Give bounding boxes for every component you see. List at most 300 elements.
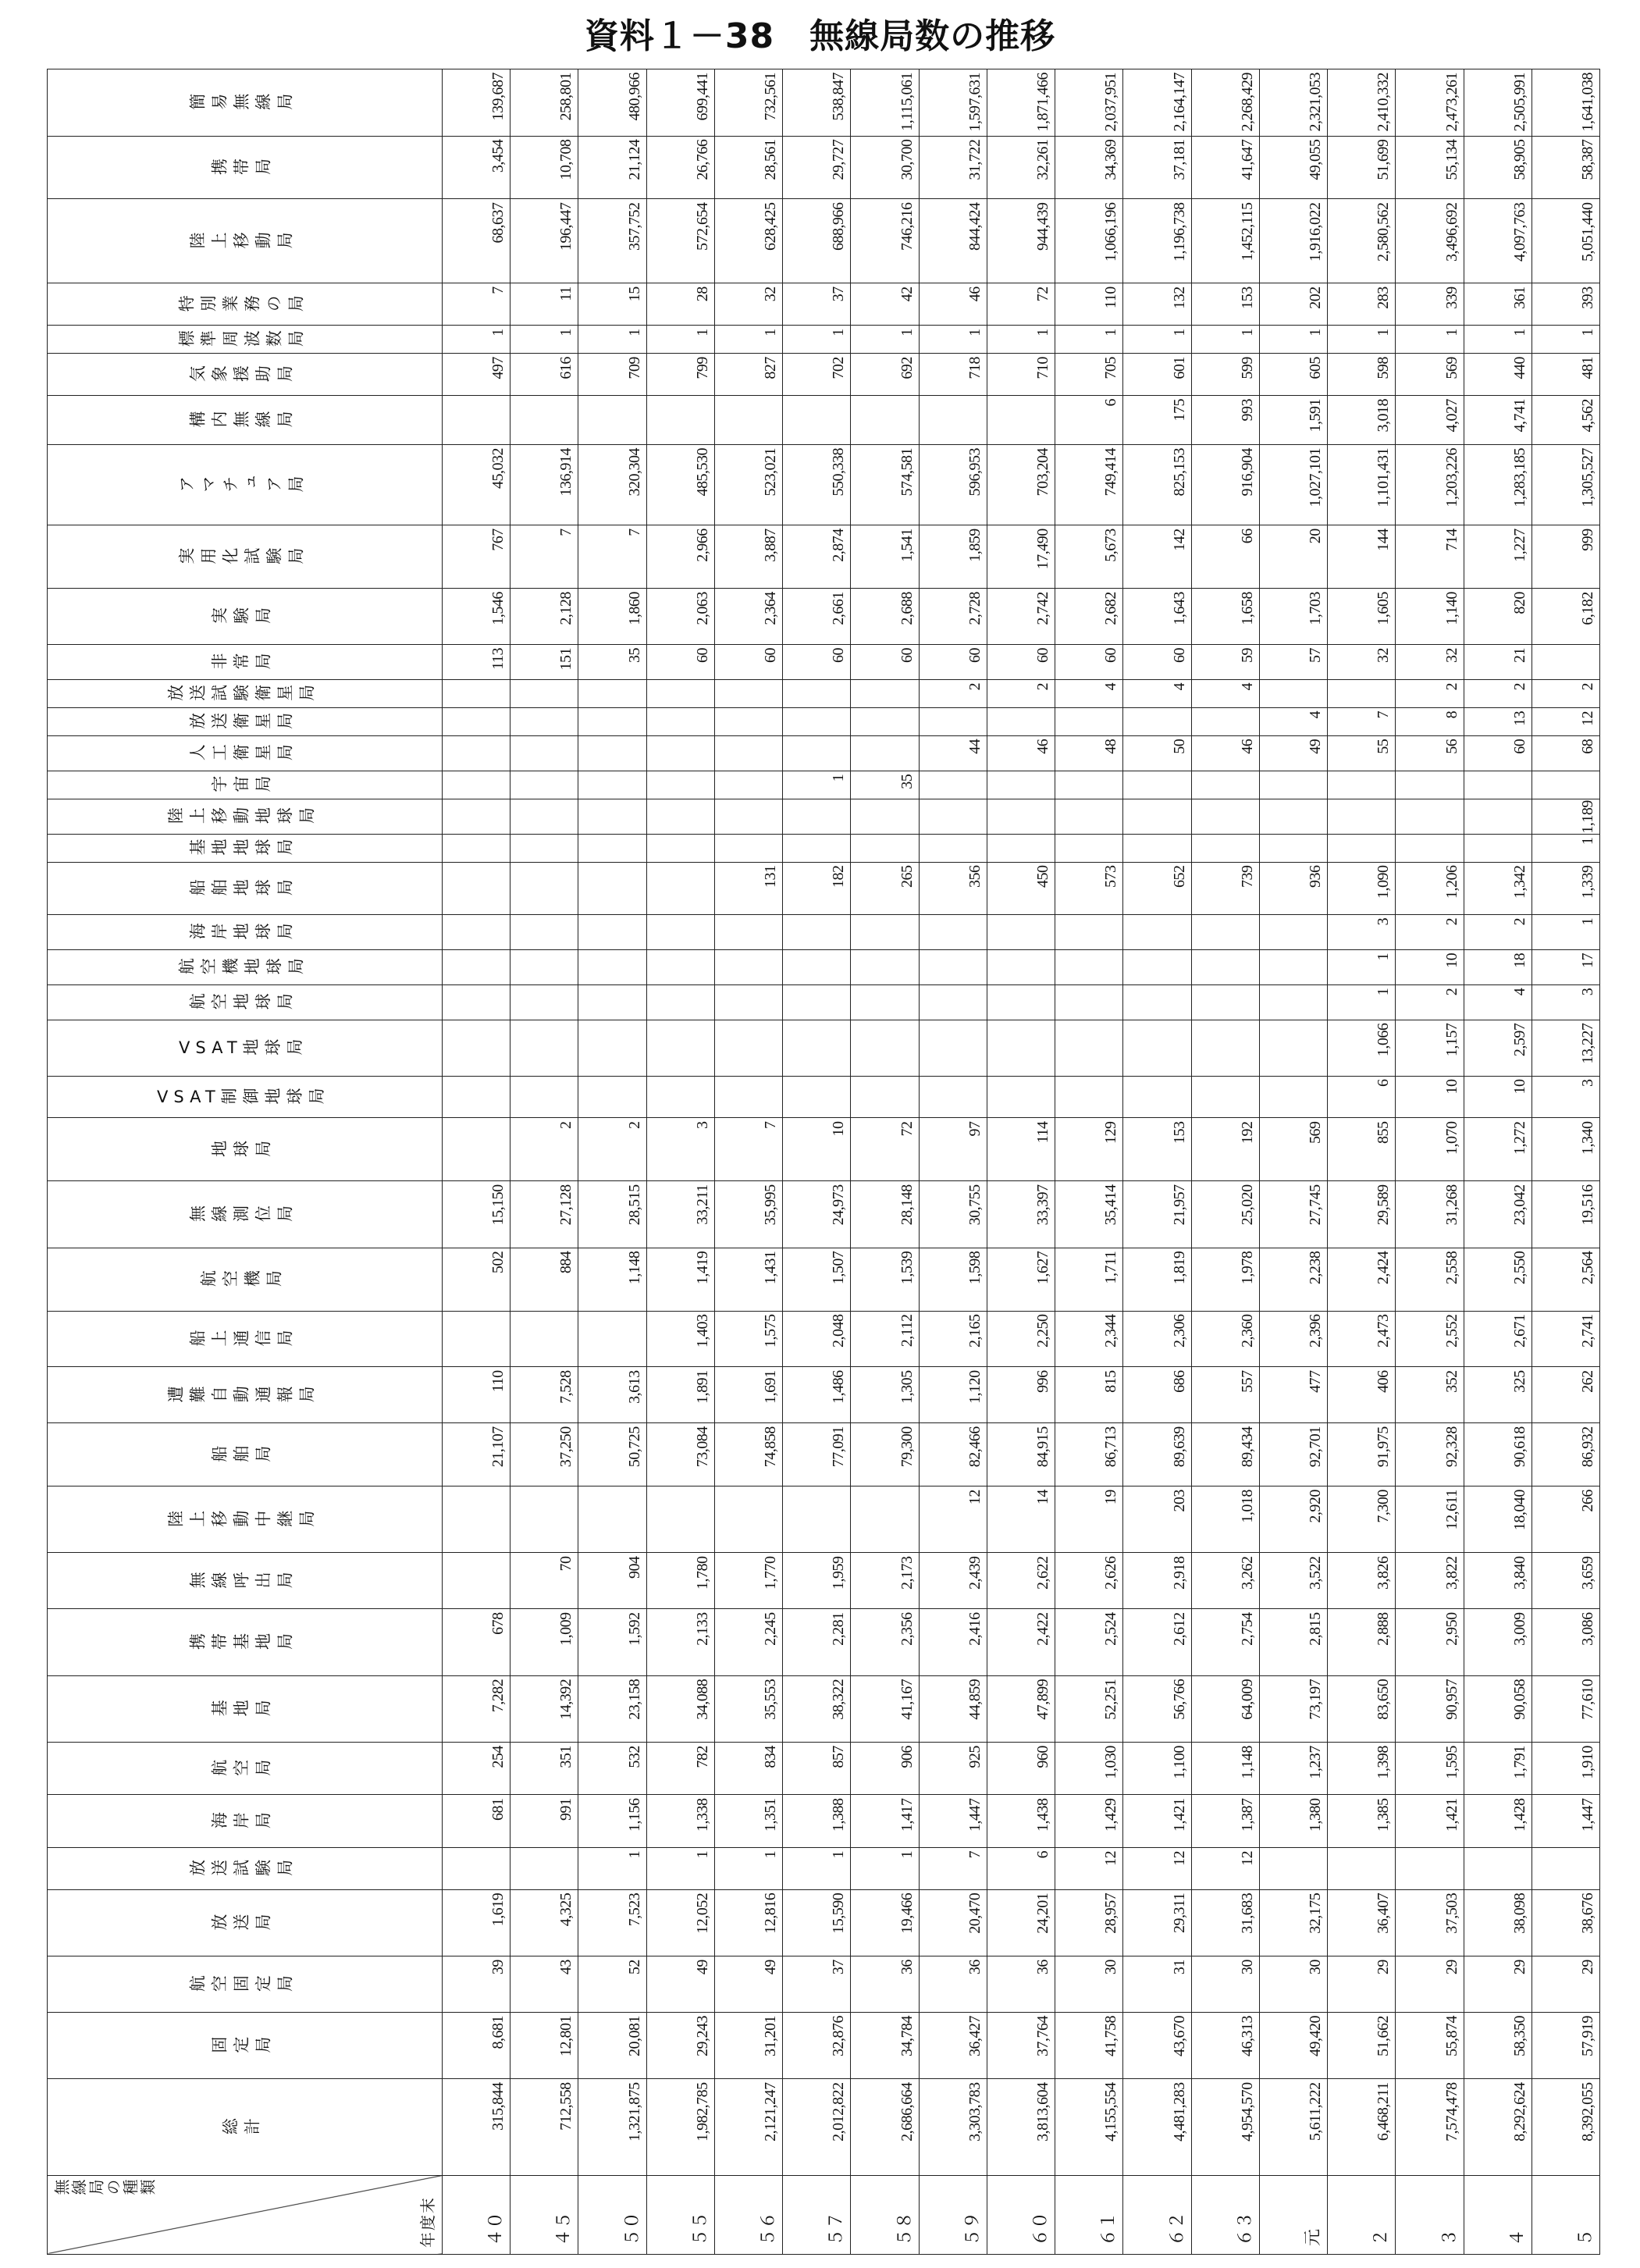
table-cell: 4 <box>1259 707 1327 735</box>
column-header <box>48 326 443 354</box>
column-header <box>48 1248 443 1311</box>
table-cell: 1,891 <box>646 1367 714 1423</box>
table-cell <box>851 735 919 771</box>
table-cell: 2,473,261 <box>1396 69 1464 137</box>
table-cell: 1,272 <box>1464 1118 1531 1181</box>
table-cell: 30,755 <box>919 1181 987 1248</box>
table-cell: 339 <box>1396 283 1464 326</box>
table-cell: 4 <box>1191 679 1259 707</box>
table-cell <box>443 735 510 771</box>
table-cell: 1,101,431 <box>1328 444 1396 525</box>
table-cell: 574,581 <box>851 444 919 525</box>
table-cell <box>1191 707 1259 735</box>
table-cell: 906 <box>851 1743 919 1795</box>
table-cell: 1,791 <box>1464 1743 1531 1795</box>
table-cell: 29 <box>1396 1956 1464 2013</box>
table-cell: 1,027,101 <box>1259 444 1327 525</box>
table-cell <box>510 914 578 949</box>
table-cell: 1,546 <box>443 589 510 645</box>
table-cell: 1,090 <box>1328 862 1396 914</box>
table-cell <box>987 707 1055 735</box>
table-cell: 1 <box>1123 326 1191 354</box>
table-cell: 1,237 <box>1259 1743 1327 1795</box>
table-cell: 30,700 <box>851 136 919 199</box>
column-header <box>48 2013 443 2079</box>
table-cell: 746,216 <box>851 199 919 283</box>
table-cell: 43,670 <box>1123 2013 1191 2079</box>
table-cell <box>646 914 714 949</box>
table-cell: 2,754 <box>1191 1609 1259 1675</box>
table-cell: 57 <box>1259 645 1327 680</box>
table-cell: 1,428 <box>1464 1795 1531 1847</box>
table-cell: 1,030 <box>1055 1743 1123 1795</box>
table-cell: 19 <box>1055 1486 1123 1553</box>
table-cell: 2,048 <box>783 1311 851 1367</box>
table-cell <box>510 1020 578 1076</box>
table-cell: 699,441 <box>646 69 714 137</box>
table-cell: 1,780 <box>646 1553 714 1609</box>
table-cell <box>510 1076 578 1118</box>
table-cell <box>443 984 510 1020</box>
table-cell: 51,662 <box>1328 2013 1396 2079</box>
table-cell: 827 <box>714 354 782 396</box>
table-cell: 21,124 <box>578 136 646 199</box>
table-cell: 1 <box>646 326 714 354</box>
table-cell: 50,725 <box>578 1423 646 1486</box>
table-cell: 29,311 <box>1123 1889 1191 1956</box>
column-header <box>48 1076 443 1118</box>
table-cell: 2,356 <box>851 1609 919 1675</box>
table-cell: 73,197 <box>1259 1675 1327 1742</box>
table-cell: 14 <box>987 1486 1055 1553</box>
table-cell: 57,919 <box>1531 2013 1599 2079</box>
table-cell <box>1259 799 1327 834</box>
table-cell <box>646 984 714 1020</box>
table-cell <box>646 735 714 771</box>
column-header <box>48 1311 443 1367</box>
column-header <box>48 735 443 771</box>
table-cell: 1,140 <box>1396 589 1464 645</box>
table-cell <box>1259 834 1327 862</box>
table-cell: 2,439 <box>919 1553 987 1609</box>
table-cell: 3,522 <box>1259 1553 1327 1609</box>
table-cell: 2 <box>1396 914 1464 949</box>
table-cell: 2,686,664 <box>851 2079 919 2176</box>
table-cell <box>919 834 987 862</box>
table-cell <box>646 771 714 799</box>
table-cell: 2,410,332 <box>1328 69 1396 137</box>
column-header <box>48 136 443 199</box>
table-cell: 7 <box>443 283 510 326</box>
table-cell: 2,552 <box>1396 1311 1464 1367</box>
table-cell: 35,414 <box>1055 1181 1123 1248</box>
table-cell: 1,156 <box>578 1795 646 1847</box>
table-cell: 26,766 <box>646 136 714 199</box>
table-cell: 799 <box>646 354 714 396</box>
table-cell: 113 <box>443 645 510 680</box>
table-cell <box>919 1076 987 1118</box>
table-cell <box>1259 679 1327 707</box>
column-header-label: 海岸地球局 <box>188 922 298 942</box>
table-cell: 44 <box>919 735 987 771</box>
table-cell: 13,227 <box>1531 1020 1599 1076</box>
table-cell <box>1328 1847 1396 1889</box>
table-cell: 30 <box>1259 1956 1327 2013</box>
table-cell: 1 <box>1259 326 1327 354</box>
table-cell: 6 <box>987 1847 1055 1889</box>
table-cell: 1,438 <box>987 1795 1055 1847</box>
table-row <box>646 69 714 2255</box>
table-cell: 7 <box>714 1118 782 1181</box>
column-header-label: 航空地球局 <box>188 992 298 1012</box>
table-cell: 2,268,429 <box>1191 69 1259 137</box>
table-cell: 1,643 <box>1123 589 1191 645</box>
table-cell: 4,155,554 <box>1055 2079 1123 2176</box>
table-cell: 1,421 <box>1123 1795 1191 1847</box>
table-cell <box>443 949 510 984</box>
column-header <box>48 1956 443 2013</box>
table-cell: 30 <box>1191 1956 1259 2013</box>
table-cell: 1,148 <box>1191 1743 1259 1795</box>
column-header <box>48 525 443 589</box>
table-cell: 29,727 <box>783 136 851 199</box>
table-cell: 2,950 <box>1396 1609 1464 1675</box>
table-cell <box>1123 799 1191 834</box>
column-header-label: 標準周波数局 <box>177 329 309 349</box>
table-cell: 37 <box>783 283 851 326</box>
table-cell: 855 <box>1328 1118 1396 1181</box>
table-cell: 3 <box>1531 984 1599 1020</box>
table-cell: 46,313 <box>1191 2013 1259 2079</box>
table-cell: 29,243 <box>646 2013 714 2079</box>
table-cell <box>1191 834 1259 862</box>
column-header <box>48 1486 443 1553</box>
table-cell: 2,422 <box>987 1609 1055 1675</box>
column-header-label: 陸上移動地球局 <box>166 806 320 826</box>
table-cell <box>783 679 851 707</box>
table-cell <box>1531 771 1599 799</box>
table-cell: 523,021 <box>714 444 782 525</box>
table-cell <box>1123 949 1191 984</box>
table-cell: 2,133 <box>646 1609 714 1675</box>
column-header-label: 携帯局 <box>210 158 276 177</box>
table-cell: 32 <box>1328 645 1396 680</box>
table-cell: 35,995 <box>714 1181 782 1248</box>
table-row <box>1396 69 1464 2255</box>
table-cell: 2,741 <box>1531 1311 1599 1367</box>
table-row <box>783 69 851 2255</box>
table-cell: 97 <box>919 1118 987 1181</box>
table-row <box>1531 69 1599 2255</box>
table-cell <box>987 799 1055 834</box>
table-cell <box>1055 1076 1123 1118</box>
table-cell: 56,766 <box>1123 1675 1191 1742</box>
table-cell: 254 <box>443 1743 510 1795</box>
table-cell: 1 <box>851 1847 919 1889</box>
table-cell: 844,424 <box>919 199 987 283</box>
table-cell: 497 <box>443 354 510 396</box>
table-cell <box>1123 771 1191 799</box>
table-cell <box>783 914 851 949</box>
table-cell: 60 <box>714 645 782 680</box>
column-header-label: 航空機局 <box>199 1269 287 1289</box>
table-cell <box>1055 707 1123 735</box>
year-label: ５８ <box>851 2175 919 2254</box>
table-row <box>510 69 578 2255</box>
table-cell: 153 <box>1191 283 1259 326</box>
table-cell: 110 <box>443 1367 510 1423</box>
table-cell: 196,447 <box>510 199 578 283</box>
table-cell <box>443 1076 510 1118</box>
table-cell: 29 <box>1531 1956 1599 2013</box>
table-cell: 39 <box>443 1956 510 2013</box>
table-cell: 1 <box>714 326 782 354</box>
table-cell: 599 <box>1191 354 1259 396</box>
column-header <box>48 1423 443 1486</box>
table-cell <box>510 1486 578 1553</box>
table-cell: 709 <box>578 354 646 396</box>
table-cell: 32,175 <box>1259 1889 1327 1956</box>
table-cell <box>1259 914 1327 949</box>
table-cell <box>1055 1020 1123 1076</box>
table-cell: 258,801 <box>510 69 578 137</box>
table-cell: 2,815 <box>1259 1609 1327 1675</box>
table-cell: 3 <box>1328 914 1396 949</box>
table-cell: 31,268 <box>1396 1181 1464 1248</box>
table-cell: 5,673 <box>1055 525 1123 589</box>
table-cell: 72 <box>987 283 1055 326</box>
table-cell <box>578 679 646 707</box>
table-cell: 2,321,053 <box>1259 69 1327 137</box>
table-cell: 6,468,211 <box>1328 2079 1396 2176</box>
table-cell: 2,473 <box>1328 1311 1396 1367</box>
table-cell <box>987 834 1055 862</box>
column-header-label: 総計 <box>221 2117 265 2137</box>
table-cell: 1,100 <box>1123 1743 1191 1795</box>
table-cell: 55,134 <box>1396 136 1464 199</box>
table-cell: 692 <box>851 354 919 396</box>
table-body <box>443 69 1600 2255</box>
table-cell: 2,344 <box>1055 1311 1123 1367</box>
year-label: ６２ <box>1123 2175 1191 2254</box>
table-cell <box>1396 834 1464 862</box>
table-cell: 68 <box>1531 735 1599 771</box>
table-cell <box>578 707 646 735</box>
table-cell: 440 <box>1464 354 1531 396</box>
table-cell <box>851 679 919 707</box>
table-cell: 1,157 <box>1396 1020 1464 1076</box>
table-cell: 352 <box>1396 1367 1464 1423</box>
column-header-label: 構内無線局 <box>188 410 298 429</box>
table-cell: 36 <box>919 1956 987 2013</box>
column-header <box>48 1553 443 1609</box>
table-cell: 2,671 <box>1464 1311 1531 1367</box>
table-cell: 58,905 <box>1464 136 1531 199</box>
table-cell: 4 <box>1055 679 1123 707</box>
table-cell <box>851 799 919 834</box>
table-row <box>987 69 1055 2255</box>
column-header-label: 簡易無線局 <box>188 93 298 112</box>
table-cell: 7 <box>510 525 578 589</box>
table-cell: 1,539 <box>851 1248 919 1311</box>
table-cell <box>1055 984 1123 1020</box>
table-cell: 2 <box>578 1118 646 1181</box>
table-cell: 688,966 <box>783 199 851 283</box>
table-cell: 59 <box>1191 645 1259 680</box>
table-cell: 265 <box>851 862 919 914</box>
table-cell <box>1464 799 1531 834</box>
table-cell: 38,322 <box>783 1675 851 1742</box>
table-cell: 14,392 <box>510 1675 578 1742</box>
table-cell: 1 <box>1531 834 1599 862</box>
table-cell: 351 <box>510 1743 578 1795</box>
table-cell: 3,496,692 <box>1396 199 1464 283</box>
table-cell <box>646 799 714 834</box>
table-cell: 41,647 <box>1191 136 1259 199</box>
table-cell: 601 <box>1123 354 1191 396</box>
table-cell: 2,612 <box>1123 1609 1191 1675</box>
table-cell <box>443 862 510 914</box>
table-cell: 31,722 <box>919 136 987 199</box>
table-cell: 17,490 <box>987 525 1055 589</box>
table-cell: 1 <box>1464 326 1531 354</box>
table-cell: 739 <box>1191 862 1259 914</box>
table-cell: 73,084 <box>646 1423 714 1486</box>
table-cell: 502 <box>443 1248 510 1311</box>
corner-column-label: 無線局の種類 <box>54 2178 157 2198</box>
column-header <box>48 1743 443 1795</box>
table-cell: 15 <box>578 283 646 326</box>
table-cell <box>443 914 510 949</box>
table-cell <box>1259 1076 1327 1118</box>
table-cell: 1,711 <box>1055 1248 1123 1311</box>
table-cell: 84,915 <box>987 1423 1055 1486</box>
table-cell <box>919 799 987 834</box>
table-cell: 60 <box>1464 735 1531 771</box>
column-header <box>48 834 443 862</box>
table-cell: 42 <box>851 283 919 326</box>
table-cell <box>578 1076 646 1118</box>
table-cell: 46 <box>1191 735 1259 771</box>
table-cell: 652 <box>1123 862 1191 914</box>
table-cell: 2,622 <box>987 1553 1055 1609</box>
table-cell: 678 <box>443 1609 510 1675</box>
table-cell: 1 <box>851 326 919 354</box>
table-cell: 782 <box>646 1743 714 1795</box>
table-cell: 1,595 <box>1396 1743 1464 1795</box>
table-cell <box>1191 1076 1259 1118</box>
table-row <box>919 69 987 2255</box>
table-cell: 2,164,147 <box>1123 69 1191 137</box>
table-cell: 686 <box>1123 1367 1191 1423</box>
column-header-label: 遭難自動通報局 <box>166 1385 320 1405</box>
table-cell: 732,561 <box>714 69 782 137</box>
year-label: ３ <box>1396 2175 1464 2254</box>
table-cell: 2,742 <box>987 589 1055 645</box>
table-cell: 925 <box>919 1743 987 1795</box>
table-cell <box>851 396 919 445</box>
column-header-label: 宇宙局 <box>210 775 276 795</box>
column-header-label: 航空局 <box>210 1759 276 1778</box>
table-cell <box>1531 1847 1599 1889</box>
table-cell: 532 <box>578 1743 646 1795</box>
table-cell <box>1328 679 1396 707</box>
table-cell <box>1123 914 1191 949</box>
table-cell: 320,304 <box>578 444 646 525</box>
table-row <box>1259 69 1327 2255</box>
table-cell <box>578 771 646 799</box>
column-header-label: 非常局 <box>210 652 276 671</box>
table-cell: 86,932 <box>1531 1423 1599 1486</box>
column-header-label: 航空固定局 <box>188 1974 298 1994</box>
table-cell: 10 <box>783 1118 851 1181</box>
table-cell: 1,592 <box>578 1609 646 1675</box>
table-cell: 820 <box>1464 589 1531 645</box>
table-cell: 1,387 <box>1191 1795 1259 1847</box>
table-cell: 31 <box>1123 1956 1191 2013</box>
table-cell: 45,032 <box>443 444 510 525</box>
table-cell: 3,826 <box>1328 1553 1396 1609</box>
table-cell: 1,541 <box>851 525 919 589</box>
table-cell: 151 <box>510 645 578 680</box>
table-cell: 2,250 <box>987 1311 1055 1367</box>
table-cell: 1,431 <box>714 1248 782 1311</box>
table-cell: 1,120 <box>919 1367 987 1423</box>
table-cell: 31,201 <box>714 2013 782 2079</box>
column-header-label: VSAT制御地球局 <box>156 1087 330 1106</box>
table-cell: 1 <box>578 326 646 354</box>
table-cell: 129 <box>1055 1118 1123 1181</box>
table-cell: 4,562 <box>1531 396 1599 445</box>
table-cell: 37,181 <box>1123 136 1191 199</box>
table-cell <box>1328 771 1396 799</box>
table-cell: 21,957 <box>1123 1181 1191 1248</box>
table-cell: 1 <box>783 326 851 354</box>
table-cell: 1,691 <box>714 1367 782 1423</box>
table-cell: 12,611 <box>1396 1486 1464 1553</box>
table-cell: 1,009 <box>510 1609 578 1675</box>
table-cell <box>1123 984 1191 1020</box>
table-cell: 203 <box>1123 1486 1191 1553</box>
table-cell: 2,682 <box>1055 589 1123 645</box>
table-cell <box>1191 799 1259 834</box>
table-cell: 46 <box>919 283 987 326</box>
table-cell: 89,639 <box>1123 1423 1191 1486</box>
table-cell: 60 <box>987 645 1055 680</box>
table-cell: 3 <box>1531 1076 1599 1118</box>
table-cell: 1 <box>646 1847 714 1889</box>
table-cell: 74,858 <box>714 1423 782 1486</box>
table-cell: 705 <box>1055 354 1123 396</box>
year-label: ５７ <box>783 2175 851 2254</box>
column-header <box>48 984 443 1020</box>
table-cell: 1,342 <box>1464 862 1531 914</box>
table-cell: 916,904 <box>1191 444 1259 525</box>
table-cell: 2,360 <box>1191 1311 1259 1367</box>
table-cell: 1,339 <box>1531 862 1599 914</box>
table-cell: 4,097,763 <box>1464 199 1531 283</box>
table-cell: 1 <box>1396 326 1464 354</box>
table-cell <box>1191 771 1259 799</box>
table-cell <box>783 1486 851 1553</box>
table-cell: 357,752 <box>578 199 646 283</box>
table-cell: 17 <box>1531 949 1599 984</box>
year-label: ５９ <box>919 2175 987 2254</box>
year-label: 元 <box>1259 2175 1327 2254</box>
table-cell: 999 <box>1531 525 1599 589</box>
table-cell: 86,713 <box>1055 1423 1123 1486</box>
column-header <box>48 1020 443 1076</box>
